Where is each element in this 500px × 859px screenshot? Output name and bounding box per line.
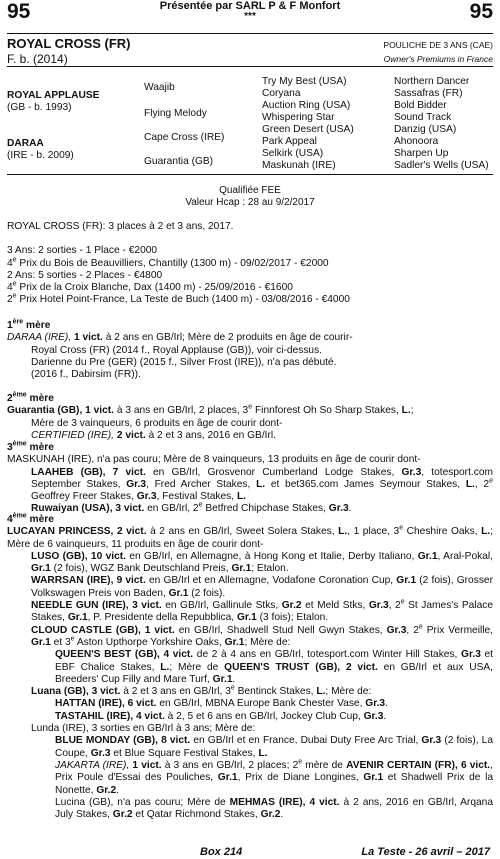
produce-blue-monday: BLUE MONDAY (GB), 8 vict. en GB/Irl et en France, Dubai Duty Free Arc Trial, Gr.3 (2 fois), La Coupe, Gr.3 et Blue Square Festival Stakes, L. [55,735,493,759]
first-dam-heading: 1ère mère [7,318,51,331]
produce-line: Darienne du Pre (GER) (2015 f., Silver Frost (IRE)), n'a pas débuté. [31,356,337,368]
third-dam-section [7,442,493,516]
third-dam: MASKUNAH (IRE), n'a pas couru; Mère de 8 vainqueurs, 13 produits en âge de courir dont- [7,454,421,466]
presenter: Présentée par SARL P & F Monfort [159,0,341,12]
second-dam-produce-summary: Mère de 3 vainqueurs, 6 produits en âge de courir dont- [31,417,283,429]
dam-name: DARAA [7,138,44,149]
produce-warrsan: WARRSAN (IRE), 9 vict. en GB/Irl et en Allemagne, Vodafone Coronation Cup, Gr.1 (2 fois), Grosser Volkswagen Preis von Baden, Gr.1 (2 fois). [31,575,493,599]
produce-line: Royal Cross (FR) (2014 f., Royal Applause (GB)), voir ci-dessus. [31,344,322,356]
pedigree-gen3: Coryana [262,88,301,99]
pedigree-gen3: Whispering Star [262,112,335,123]
produce-lucina: Lucina (GB), n'a pas couru; Mère de MEHMAS (IRE), 4 vict. à 2 ans, 2016 en GB/Irl, Arqana July Stakes, Gr.2 et Qatar Richmond Stakes, Gr.2. [55,796,493,821]
pedigree-gen4: Sharpen Up [394,148,449,159]
first-dam-section [7,320,493,381]
dam-info: (IRE - b. 2009) [7,150,74,161]
footer-box: Box 214 [200,846,243,858]
lot-number-left: 95 [7,0,31,23]
second-dam-heading: 2ème mère [7,391,54,404]
race-record [7,221,493,307]
summary: ROYAL CROSS (FR): 3 places à 2 et 3 ans, 2017. [7,221,234,232]
produce-ruwaiyan: Ruwaiyan (USA), 3 vict. en GB/Irl, 2e Betfred Chipchase Stakes, Gr.3. [31,502,352,515]
record-line: 3 Ans: 2 sorties - 1 Place - €2000 [7,245,158,257]
second-dam: Guarantia (GB), 1 vict. à 3 ans en GB/Irl, 2 places, 3e Finnforest Oh So Sharp Stakes, L.; [7,403,414,417]
produce-queens-best: QUEEN'S BEST (GB), 4 vict. de 2 à 4 ans en GB/Irl, totesport.com Winter Hill Stakes, Gr.3 et EBF Chalice Stakes, L.; Mère de QUEEN'S TRUST (GB), 2 vict. en GB/Irl et aux USA, Breeders' Cup Filly and Mare Turf, Gr.1. [55,649,494,685]
pedigree-gen4: Northern Dancer [394,76,470,87]
produce-lunda: Lunda (IRE), 3 sorties en GB/Irl à 3 ans; Mère de: [31,723,256,735]
produce-tastahil: TASTAHIL (IRE), 4 vict. à 2, 5 et 6 ans en GB/Irl, Jockey Club Cup, Gr.3. [55,710,387,722]
lot-number-right: 95 [469,0,493,23]
record-line: 2e Prix Hotel Point-France, La Teste de Buch (1400 m) - 03/08/2016 - €4000 [7,293,350,306]
produce-needle-gun: NEEDLE GUN (IRE), 3 vict. en GB/Irl, Gallinule Stks, Gr.2 et Meld Stks, Gr.3, 2e St James's Palace Stakes, Gr.1, P. Presidente della Repubblica, Gr.1 (3 fois); Etalon. [31,598,493,624]
produce-jakarta: JAKARTA (IRE), 1 vict. à 3 ans en GB/Irl, 2 places; 2e mère de AVENIR CERTAIN (FR), 6 vict., Prix Poule d'Essai des Pouliches, Gr.1, Prix de Diane Longines, Gr.1 et Shadwell Prix de la Nonette, Gr.2. [55,758,493,796]
produce-laaheb: LAAHEB (GB), 7 vict. en GB/Irl, Grosvenor Cumberland Lodge Stakes, Gr.3, totesport.com September Stakes, Gr.3, Fred Archer Stakes, L. et bet365.com James Seymour Stakes, L., 2e Geoffrey Freer Stakes, Gr.3, Festival Stakes, L. [31,466,493,503]
pedigree-bottom-divider [7,174,493,175]
pedigree-gen4: Danzig (USA) [394,124,457,135]
produce-luana: Luana (GB), 3 vict. à 2 et 3 ans en GB/Irl, 3e Bentinck Stakes, L.; Mère de: [31,684,372,698]
first-dam: DARAA (IRE), 1 vict. à 2 ans en GB/Irl; Mère de 2 produits en âge de courir- [7,332,353,344]
pedigree-gen3: Park Appeal [262,136,317,147]
pedigree-gen3: Try My Best (USA) [262,76,347,87]
pedigree-gen2: Cape Cross (IRE) [144,132,225,143]
record-line: 4e Prix du Bois de Beauvilliers, Chantilly (1300 m) - 09/02/2017 - €2000 [7,256,329,269]
produce-lucayan-princess: LUCAYAN PRINCESS, 2 vict. à 2 ans en GB/Irl, Sweet Solera Stakes, L., 1 place, 3e Cheshire Oaks, L.; Mère de 6 vainqueurs, 11 produits en âge de courir dont- [7,524,494,550]
fourth-dam-heading: 4ème mère [7,512,54,525]
header-divider [7,33,493,34]
record-line: 4e Prix de la Croix Blanche, Dax (1400 m) - 25/09/2016 - €1600 [7,280,293,294]
sire-info: (GB - b. 1993) [7,102,72,113]
qualification: Qualifiée FEE [219,185,281,196]
pedigree-gen4: Sadler's Wells (USA) [394,160,489,171]
horse-name: ROYAL CROSS (FR) [7,36,131,51]
pedigree-gen4: Bold Bidder [394,100,447,111]
produce-line: (2016 f., Dabirsim (FR)). [31,369,141,381]
pedigree-gen3: Maskunah (IRE) [262,160,336,171]
fourth-dam-section [7,514,493,821]
record-line: 2 Ans: 5 sorties - 2 Places - €4800 [7,269,163,281]
sex-age: POULICHE DE 3 ANS (CAE) [383,40,493,50]
second-dam-section [7,393,493,442]
pedigree-gen3: Green Desert (USA) [262,124,354,135]
stars: *** [244,11,256,22]
pedigree-gen3: Selkirk (USA) [262,148,324,159]
produce-cloud-castle: CLOUD CASTLE (GB), 1 vict. en GB/Irl, Shadwell Stud Nell Gwyn Stakes, Gr.3, 2e Prix Vermeille, Gr.1 et 3e Aston Upthorpe Yorkshire Oaks, Gr.1; Mère de: [31,623,494,648]
produce-luso: LUSO (GB), 10 vict. en GB/Irl, en Allemagne, à Hong Kong et Italie, Derby Italiano, Gr.1, Aral-Pokal, Gr.1 (2 fois), WGZ Bank Deutschland Preis, Gr.1; Etalon. [31,550,493,575]
pedigree-gen2: Flying Melody [144,108,207,119]
sire-name: ROYAL APPLAUSE [7,90,100,101]
pedigree-gen3: Auction Ring (USA) [262,100,351,111]
pedigree-gen4: Sassafras (FR) [394,88,463,99]
third-dam-heading: 3ème mère [7,440,54,453]
pedigree-gen4: Sound Track [394,112,452,123]
pedigree-gen2: Waajib [144,82,175,93]
pedigree-gen4: Ahonoora [394,136,439,147]
produce-line: CERTIFIED (IRE), 2 vict. à 2 et 3 ans, 2016 en GB/Irl. [31,429,276,441]
handicap-value: Valeur Hcap : 28 au 9/2/2017 [185,197,315,208]
colour-birth: F. b. (2014) [7,52,68,66]
footer-place-date: La Teste - 26 avril – 2017 [361,846,490,858]
produce-hattan: HATTAN (IRE), 6 vict. en GB/Irl, MBNA Europe Bank Chester Vase, Gr.3. [55,698,388,710]
pedigree-top-divider [7,66,493,67]
pedigree-gen2: Guarantia (GB) [144,156,214,167]
owners-premium: Owner's Premiums in France [383,54,493,64]
